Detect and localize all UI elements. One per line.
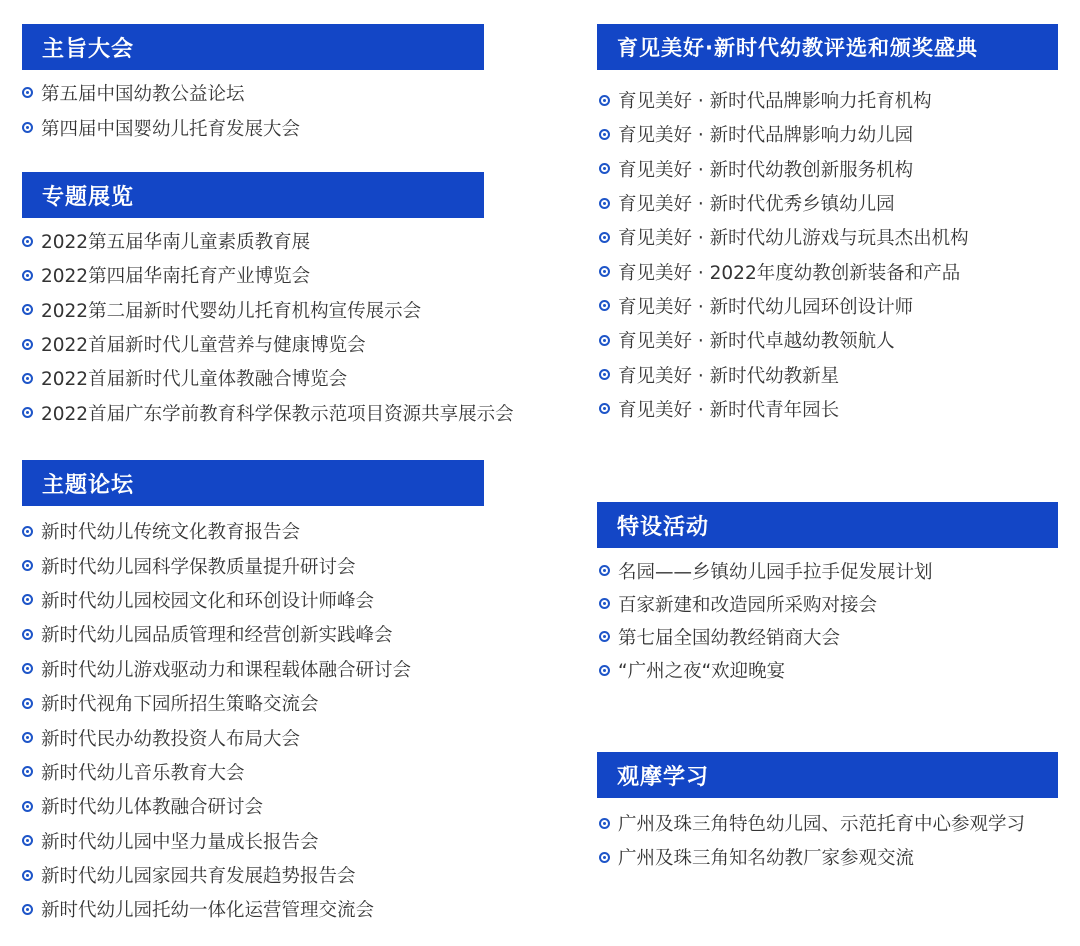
circle-bullet-icon (22, 594, 33, 605)
circle-bullet-icon (22, 766, 33, 777)
circle-bullet-icon (22, 526, 33, 537)
circle-bullet-icon (599, 369, 610, 380)
section-awards (597, 24, 1058, 426)
list-item (22, 686, 484, 720)
list-item (597, 289, 1058, 323)
item-text: “广州之夜“欢迎晚宴 (618, 661, 786, 683)
circle-bullet-icon (599, 232, 610, 243)
list-item (597, 357, 1058, 391)
list-item (597, 554, 1058, 587)
circle-bullet-icon (599, 403, 610, 414)
circle-bullet-icon (599, 129, 610, 140)
circle-bullet-icon (22, 835, 33, 846)
circle-bullet-icon (599, 198, 610, 209)
item-text: 育见美好 · 新时代品牌影响力托育机构 (618, 91, 932, 113)
item-text: 2022第五届华南儿童素质教育展 (41, 232, 311, 254)
list-item (597, 654, 1058, 687)
list-item (22, 548, 484, 582)
item-list (597, 806, 1058, 874)
item-text: 新时代幼儿园科学保教质量提升研讨会 (41, 556, 356, 578)
item-text: 第七届全国幼教经销商大会 (618, 627, 841, 649)
item-text: 广州及珠三角知名幼教厂家参观交流 (618, 848, 915, 869)
item-list (597, 83, 1058, 426)
section-header: 育见美好·新时代幼教评选和颁奖盛典 (597, 24, 1058, 70)
section-keynote (22, 24, 484, 145)
item-text: 名园——乡镇幼儿园手拉手促发展计划 (618, 561, 933, 583)
item-text: 新时代幼儿音乐教育大会 (41, 762, 245, 784)
circle-bullet-icon (22, 698, 33, 709)
circle-bullet-icon (22, 373, 33, 384)
circle-bullet-icon (22, 629, 33, 640)
list-item (597, 806, 1058, 840)
circle-bullet-icon (599, 95, 610, 106)
section-header: 主题论坛 (22, 460, 484, 506)
circle-bullet-icon (22, 270, 33, 281)
item-text: 育见美好 · 新时代优秀乡镇幼儿园 (618, 194, 895, 216)
item-text: 2022第四届华南托育产业博览会 (41, 266, 311, 288)
circle-bullet-icon (599, 852, 610, 863)
section-header: 主旨大会 (22, 24, 484, 70)
item-text: 百家新建和改造园所采购对接会 (618, 594, 878, 616)
item-text: 育见美好 · 新时代卓越幼教领航人 (618, 331, 895, 353)
item-text: 第四届中国婴幼儿托育发展大会 (41, 118, 301, 140)
list-item (22, 258, 484, 292)
list-item (597, 587, 1058, 620)
item-text: 2022首届新时代儿童营养与健康博览会 (41, 335, 366, 357)
list-item (597, 83, 1058, 117)
item-list (22, 75, 484, 145)
item-text: 新时代视角下园所招生策略交流会 (41, 694, 319, 716)
circle-bullet-icon (599, 598, 610, 609)
item-text: 2022首届新时代儿童体教融合博览会 (41, 369, 348, 391)
item-list (22, 514, 484, 927)
circle-bullet-icon (22, 87, 33, 98)
circle-bullet-icon (22, 870, 33, 881)
item-text: 育见美好 · 新时代青年园长 (618, 399, 840, 421)
item-text: 2022第二届新时代婴幼儿托育机构宣传展示会 (41, 300, 422, 322)
item-text: 新时代民办幼教投资人布局大会 (41, 728, 301, 750)
circle-bullet-icon (22, 663, 33, 674)
list-item (597, 152, 1058, 186)
item-text: 2022首届广东学前教育科学保教示范项目资源共享展示会 (41, 403, 514, 425)
section-special-events (597, 502, 1058, 687)
list-item (597, 392, 1058, 426)
item-text: 育见美好 · 新时代幼教创新服务机构 (618, 159, 914, 181)
item-text: 新时代幼儿园校园文化和环创设计师峰会 (41, 590, 375, 612)
item-text: 广州及珠三角特色幼儿园、示范托育中心参观学习 (618, 814, 1026, 835)
item-text: 育见美好 · 2022年度幼教创新装备和产品 (618, 262, 961, 284)
item-text: 新时代幼儿园家园共育发展趋势报告会 (41, 866, 356, 888)
list-item (22, 755, 484, 789)
list-item (22, 293, 484, 327)
circle-bullet-icon (599, 335, 610, 346)
item-list (22, 224, 514, 430)
list-item (597, 220, 1058, 254)
list-item (22, 824, 484, 858)
circle-bullet-icon (22, 407, 33, 418)
item-text: 新时代幼儿园品质管理和经营创新实践峰会 (41, 625, 393, 647)
list-item (22, 583, 484, 617)
item-text: 育见美好 · 新时代品牌影响力幼儿园 (618, 125, 914, 147)
circle-bullet-icon (22, 732, 33, 743)
list-item (597, 117, 1058, 151)
item-text: 育见美好 · 新时代幼儿园环创设计师 (618, 296, 914, 318)
list-item (597, 840, 1058, 874)
list-item (22, 858, 484, 892)
circle-bullet-icon (599, 163, 610, 174)
circle-bullet-icon (599, 631, 610, 642)
list-item (22, 110, 484, 145)
list-item (22, 789, 484, 823)
item-text: 新时代幼儿游戏驱动力和课程载体融合研讨会 (41, 659, 412, 681)
list-item (597, 323, 1058, 357)
circle-bullet-icon (22, 236, 33, 247)
list-item (22, 327, 484, 361)
item-text: 新时代幼儿传统文化教育报告会 (41, 522, 301, 544)
circle-bullet-icon (599, 665, 610, 676)
item-text: 新时代幼儿园托幼一体化运营管理交流会 (41, 900, 375, 922)
circle-bullet-icon (22, 560, 33, 571)
list-item (22, 514, 484, 548)
section-header: 观摩学习 (597, 752, 1058, 798)
item-list (597, 554, 1058, 687)
item-text: 新时代幼儿园中坚力量成长报告会 (41, 831, 319, 853)
circle-bullet-icon (599, 266, 610, 277)
circle-bullet-icon (22, 801, 33, 812)
list-item (22, 395, 514, 429)
item-text: 新时代幼儿体教融合研讨会 (41, 797, 264, 819)
section-header: 专题展览 (22, 172, 484, 218)
circle-bullet-icon (599, 300, 610, 311)
list-item (22, 75, 484, 110)
list-item (22, 720, 484, 754)
item-text: 育见美好 · 新时代幼教新星 (618, 365, 840, 387)
circle-bullet-icon (599, 818, 610, 829)
section-forums (22, 460, 484, 927)
circle-bullet-icon (599, 565, 610, 576)
list-item (22, 617, 484, 651)
circle-bullet-icon (22, 904, 33, 915)
section-exhibitions (22, 172, 514, 430)
circle-bullet-icon (22, 339, 33, 350)
item-text: 第五届中国幼教公益论坛 (41, 83, 245, 105)
list-item (22, 652, 484, 686)
section-header: 特设活动 (597, 502, 1058, 548)
section-study-tours (597, 752, 1058, 874)
list-item (22, 224, 484, 258)
list-item (22, 361, 484, 395)
list-item (597, 186, 1058, 220)
list-item (22, 892, 484, 926)
circle-bullet-icon (22, 304, 33, 315)
list-item (597, 254, 1058, 288)
item-text: 育见美好 · 新时代幼儿游戏与玩具杰出机构 (618, 228, 969, 250)
circle-bullet-icon (22, 122, 33, 133)
list-item (597, 620, 1058, 653)
